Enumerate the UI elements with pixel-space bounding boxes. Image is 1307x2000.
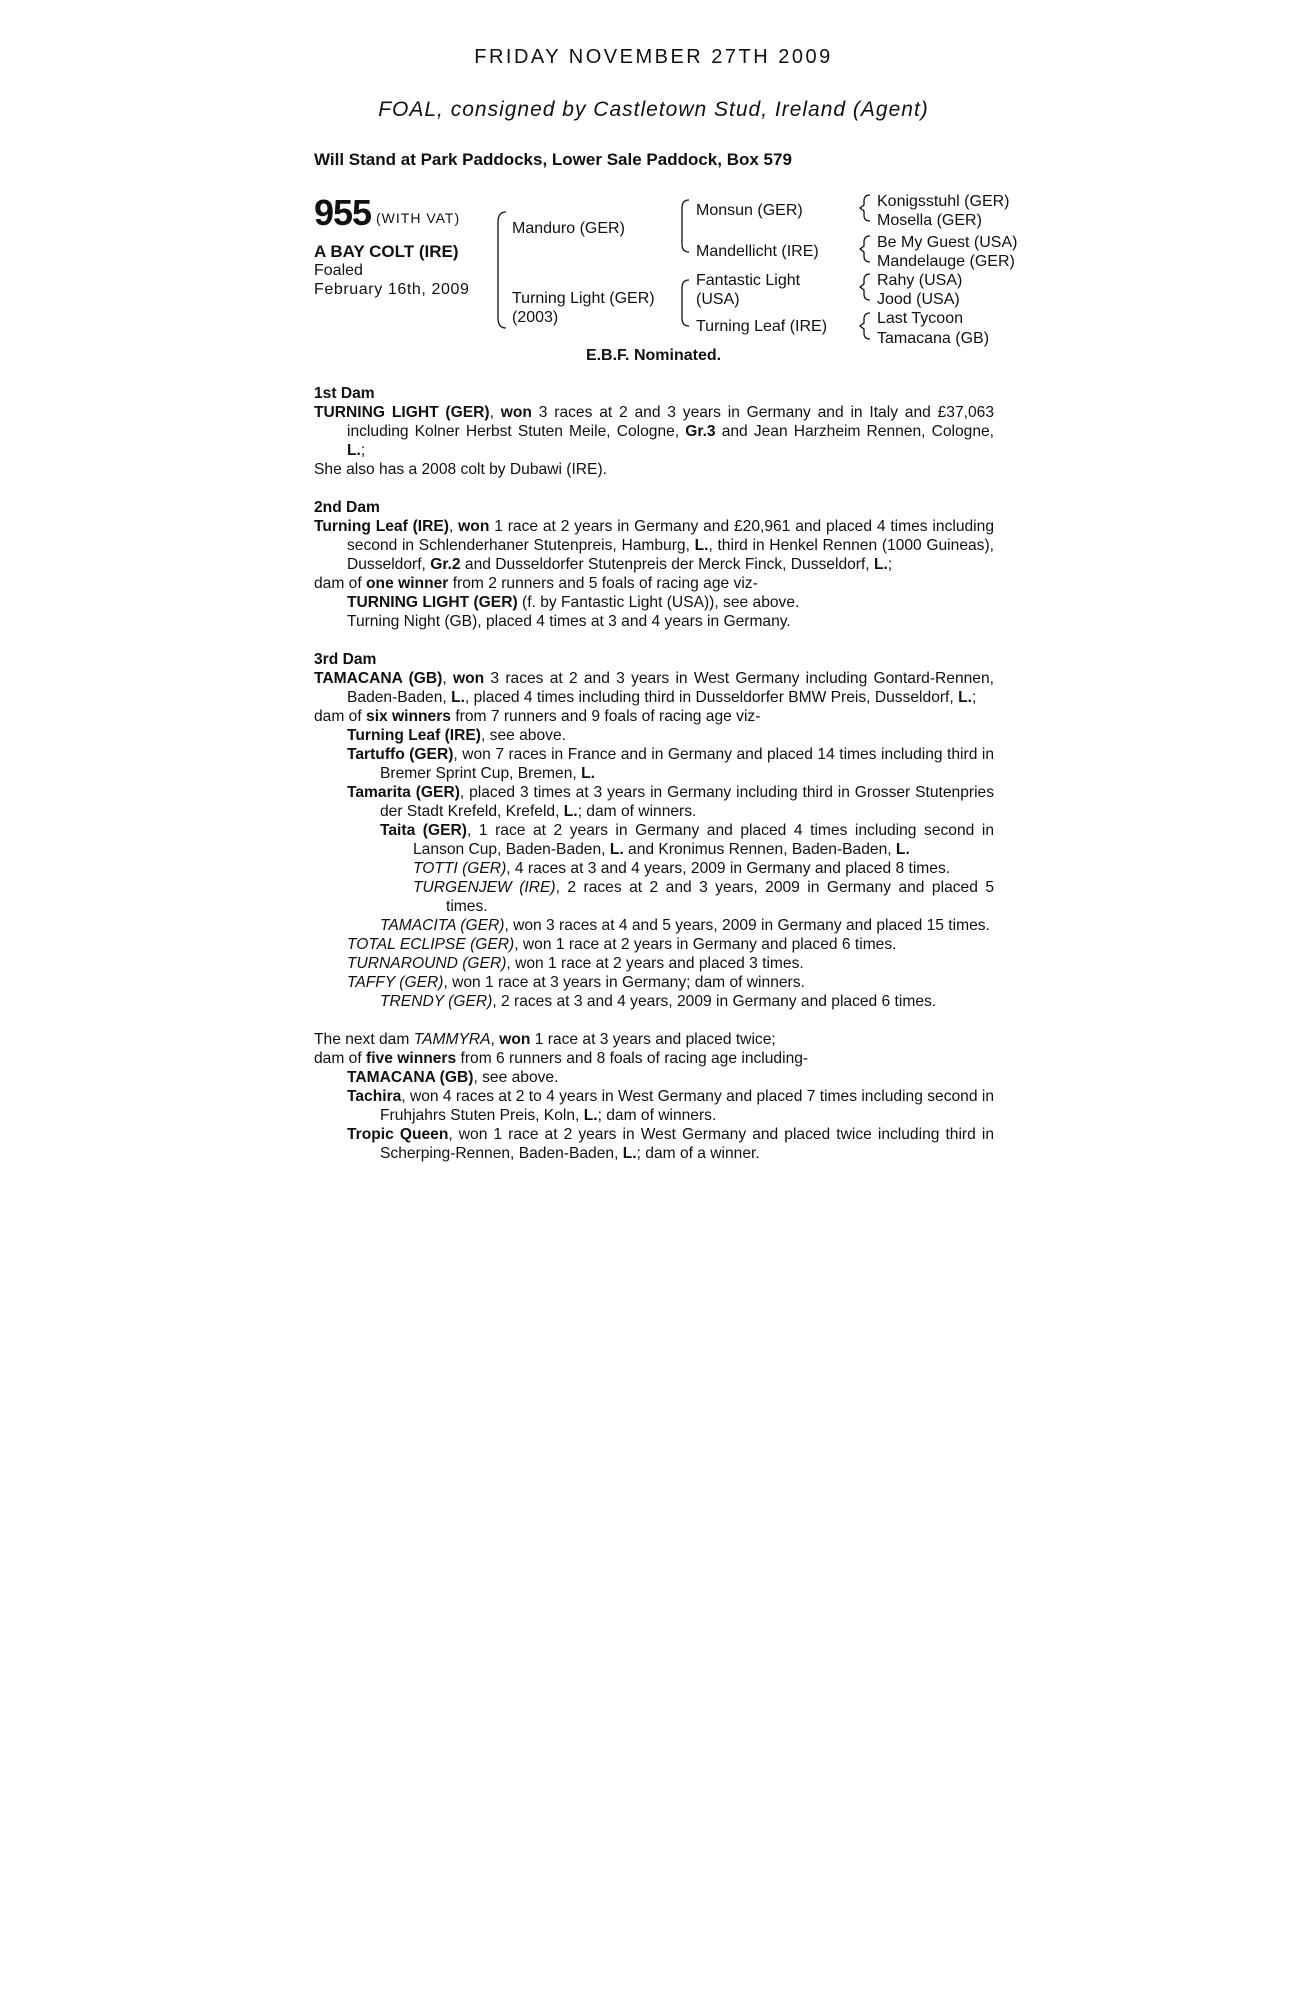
sire-of-sire: Monsun (GER) bbox=[696, 202, 803, 219]
ancestor-ddd: Tamacana (GB) bbox=[877, 330, 990, 347]
produce-item bbox=[314, 783, 994, 821]
punctuation: ; bbox=[887, 556, 893, 573]
produce-name: TAMACITA (GER) bbox=[380, 917, 505, 934]
ebf-note: E.B.F. Nominated. bbox=[585, 347, 722, 364]
second-dam-name: Turning Leaf (IRE) bbox=[314, 518, 449, 535]
produce-text: , won 1 race at 2 years in West Germany and placed twice including third in Scherping-Rennen, Baden-Baden, bbox=[380, 1126, 994, 1162]
ancestor-ssd: Mosella (GER) bbox=[877, 212, 982, 229]
produce-text: , 4 races at 3 and 4 years, 2009 in Germany and placed 8 times. bbox=[506, 860, 951, 877]
produce-name: TURNING LIGHT (GER) bbox=[347, 594, 518, 611]
sale-date: FRIDAY NOVEMBER 27TH 2009 bbox=[474, 46, 833, 68]
listed-badge: L. bbox=[581, 765, 595, 782]
third-dam-heading: 3rd Dam bbox=[314, 651, 377, 668]
produce-item bbox=[314, 935, 994, 954]
produce-text: , 2 races at 3 and 4 years, 2009 in Germany and placed 6 times. bbox=[492, 993, 937, 1010]
dam-of-dam: Turning Leaf (IRE) bbox=[696, 318, 828, 335]
next-dam-label: The next dam bbox=[314, 1031, 410, 1048]
produce-text: , won 1 race at 3 years in Germany; dam of winners. bbox=[443, 974, 805, 991]
sire: Manduro (GER) bbox=[512, 220, 625, 237]
horse-name: A BAY COLT (IRE) bbox=[314, 242, 459, 261]
punctuation: , bbox=[490, 1031, 495, 1048]
listed-badge: L. bbox=[347, 442, 361, 459]
third-dam-text-1: 3 races at 2 and 3 years in West Germany including Gontard-Rennen, Baden-Baden, bbox=[347, 670, 994, 706]
winners-count: six winners bbox=[366, 708, 451, 725]
first-dam-text-1: 3 races at 2 and 3 years in Germany and in Italy and £37,063 including Kolner Herbst Stuten Meile, Cologne, bbox=[347, 404, 994, 440]
sire-of-dam-origin: (USA) bbox=[696, 291, 740, 308]
listed-badge: L. bbox=[958, 689, 972, 706]
listed-badge: L. bbox=[583, 1107, 598, 1124]
next-dam-produce-summary bbox=[314, 1049, 994, 1068]
second-dam-text-2: , third in Henkel Rennen (1000 Guineas), Dusseldorf, bbox=[347, 537, 994, 573]
won-label: won bbox=[500, 404, 532, 421]
ancestor-sds: Be My Guest (USA) bbox=[877, 234, 1018, 251]
produce-name: TOTTI (GER) bbox=[413, 860, 507, 877]
vat-note: (WITH VAT) bbox=[376, 210, 461, 226]
produce-text: , 2 races at 2 and 3 years, 2009 in Germany and placed 5 times. bbox=[446, 879, 995, 915]
third-dam-entry: TAMACANA (GB), won 3 races at 2 and 3 years in West Germany including Gontard-Rennen, Baden-Baden, L., placed 4 times including third in Dusseldorfer BMW Preis, Dusseldorf, L.; bbox=[314, 670, 994, 706]
produce-text: ; dam of winners. bbox=[597, 1107, 717, 1124]
produce-item bbox=[314, 821, 994, 859]
second-dam-text-3: and Dusseldorfer Stutenpreis der Merck Finck, Dusseldorf, bbox=[464, 556, 870, 573]
winners-count: five winners bbox=[366, 1050, 457, 1067]
punctuation: ; bbox=[360, 442, 366, 459]
produce-item bbox=[314, 954, 994, 973]
produce-text: ; dam of winners. bbox=[577, 803, 697, 820]
won-label: won bbox=[452, 670, 485, 687]
ancestor-dds: Last Tycoon bbox=[877, 310, 963, 327]
produce-item bbox=[314, 973, 994, 992]
dam-year: (2003) bbox=[512, 309, 559, 326]
foaled-label: Foaled bbox=[314, 262, 363, 279]
produce-item bbox=[314, 726, 994, 745]
produce-item bbox=[314, 916, 994, 935]
dam: Turning Light (GER) bbox=[512, 290, 655, 307]
produce-text: , won 1 race at 2 years in Germany and placed 6 times. bbox=[514, 936, 897, 953]
dam-of-sire: Mandellicht (IRE) bbox=[696, 243, 819, 260]
dam-of-label: dam of bbox=[314, 708, 362, 725]
listed-badge: L. bbox=[451, 689, 465, 706]
punctuation: ; bbox=[971, 689, 977, 706]
produce-item: Turning Night (GB), placed 4 times at 3 and 4 years in Germany. bbox=[347, 613, 791, 630]
third-dam-text-2: , placed 4 times including third in Dusseldorfer BMW Preis, Dusseldorf, bbox=[464, 689, 954, 706]
produce-name: Taita (GER) bbox=[380, 822, 467, 839]
produce-item bbox=[314, 1087, 994, 1125]
produce-name: Tamarita (GER) bbox=[347, 784, 460, 801]
location-line: Will Stand at Park Paddocks, Lower Sale Paddock, Box 579 bbox=[314, 150, 792, 169]
produce-name: TURNAROUND (GER) bbox=[347, 955, 507, 972]
produce-text: , see above. bbox=[480, 727, 566, 744]
first-dam-entry: TURNING LIGHT (GER), won 3 races at 2 and 3 years in Germany and in Italy and £37,063 including Kolner Herbst Stuten Meile, Cologne, Gr.3 and Jean Harzheim Rennen, Cologne, L.; bbox=[314, 404, 995, 459]
second-dam-text-1: 1 race at 2 years in Germany and £20,961 and placed 4 times including second in Schlenderhaner Stutenpreis, Hamburg, bbox=[347, 518, 994, 554]
produce-item bbox=[314, 859, 994, 878]
produce-item bbox=[314, 745, 994, 783]
produce-name: TRENDY (GER) bbox=[380, 993, 493, 1010]
produce-item bbox=[314, 1068, 994, 1087]
produce-text: from 6 runners and 8 foals of racing age including- bbox=[460, 1050, 809, 1067]
listed-badge: L. bbox=[563, 803, 578, 820]
dam-of-label: dam of bbox=[314, 575, 362, 592]
third-dam-produce-summary bbox=[314, 707, 994, 726]
listed-badge: L. bbox=[694, 537, 709, 554]
second-dam-entry: Turning Leaf (IRE), won 1 race at 2 years in Germany and £20,961 and placed 4 times including second in Schlenderhaner Stutenpreis, Hamburg, L., third in Henkel Rennen (1000 Guineas), Dusseldorf, Gr.2 and Dusseldorfer Stutenpreis der Merck Finck, Dusseldorf, L.; bbox=[314, 518, 994, 573]
next-dam-entry bbox=[314, 1030, 994, 1049]
produce-text: ; dam of a winner. bbox=[636, 1145, 760, 1162]
winners-count: one winner bbox=[366, 575, 449, 592]
ancestor-dsd: Jood (USA) bbox=[877, 291, 960, 308]
produce-text: , see above. bbox=[473, 1069, 559, 1086]
produce-text: , 1 race at 2 years in Germany and placed 4 times including second in Lanson Cup, Baden-Baden, bbox=[413, 822, 994, 858]
next-dam-name: TAMMYRA bbox=[413, 1031, 491, 1048]
produce-item bbox=[314, 1125, 994, 1163]
grade-badge: Gr.3 bbox=[685, 423, 716, 440]
ancestor-sdd: Mandelauge (GER) bbox=[877, 253, 1015, 270]
lot-number: 955 bbox=[314, 192, 372, 233]
second-dam-heading: 2nd Dam bbox=[314, 499, 380, 516]
produce-text: , won 7 races in France and in Germany and placed 14 times including third in Bremer Sprint Cup, Bremen, bbox=[380, 746, 994, 782]
first-dam-heading: 1st Dam bbox=[314, 385, 375, 402]
produce-item bbox=[314, 878, 994, 916]
produce-name: Tartuffo (GER) bbox=[347, 746, 454, 763]
produce-name: TAFFY (GER) bbox=[347, 974, 444, 991]
pedigree-brackets bbox=[0, 0, 1307, 400]
produce-item bbox=[314, 992, 994, 1011]
consignment-line: FOAL, consigned by Castletown Stud, Ireland (Agent) bbox=[378, 98, 929, 121]
produce-name: TOTAL ECLIPSE (GER) bbox=[347, 936, 515, 953]
produce-text: from 7 runners and 9 foals of racing age viz- bbox=[455, 708, 761, 725]
produce-item bbox=[314, 593, 994, 612]
listed-badge: L. bbox=[895, 841, 910, 858]
listed-badge: L. bbox=[622, 1145, 637, 1162]
second-dam-produce-summary bbox=[314, 574, 994, 593]
dam-of-label: dam of bbox=[314, 1050, 362, 1067]
produce-text: from 2 runners and 5 foals of racing age viz- bbox=[452, 575, 758, 592]
produce-name: TURGENJEW (IRE) bbox=[413, 879, 556, 896]
produce-text: (f. by Fantastic Light (USA)), see above. bbox=[522, 594, 800, 611]
first-dam-also: She also has a 2008 colt by Dubawi (IRE). bbox=[314, 461, 607, 478]
won-label: won bbox=[458, 518, 490, 535]
produce-name: Turning Leaf (IRE) bbox=[347, 727, 481, 744]
third-dam-name: TAMACANA (GB) bbox=[314, 670, 443, 687]
listed-badge: L. bbox=[874, 556, 888, 573]
ancestor-sss: Konigsstuhl (GER) bbox=[877, 193, 1010, 210]
listed-badge: L. bbox=[609, 841, 624, 858]
produce-name: Tropic Queen bbox=[347, 1126, 449, 1143]
sire-of-dam: Fantastic Light bbox=[696, 272, 801, 289]
produce-text: , won 3 races at 4 and 5 years, 2009 in Germany and placed 15 times. bbox=[504, 917, 990, 934]
first-dam-name: TURNING LIGHT (GER) bbox=[314, 404, 490, 421]
first-dam-text-2: and Jean Harzheim Rennen, Cologne, bbox=[721, 423, 995, 440]
produce-name: TAMACANA (GB) bbox=[347, 1069, 474, 1086]
grade-badge: Gr.2 bbox=[430, 556, 461, 573]
won-label: won bbox=[499, 1031, 531, 1048]
ancestor-dss: Rahy (USA) bbox=[877, 272, 963, 289]
produce-name: Tachira bbox=[347, 1088, 402, 1105]
foaled-date: February 16th, 2009 bbox=[314, 281, 470, 298]
catalogue-body bbox=[314, 384, 994, 1163]
produce-text: , won 1 race at 2 years and placed 3 times. bbox=[506, 955, 804, 972]
next-dam-text: 1 race at 3 years and placed twice; bbox=[534, 1031, 776, 1048]
produce-text: , placed 3 times at 3 years in Germany including third in Grosser Stutenpries der Stadt Krefeld, Krefeld, bbox=[380, 784, 994, 820]
produce-text: and Kronimus Rennen, Baden-Baden, bbox=[628, 841, 892, 858]
produce-text: , won 4 races at 2 to 4 years in West Germany and placed 7 times including second in Fruhjahrs Stuten Preis, Koln, bbox=[380, 1088, 994, 1124]
